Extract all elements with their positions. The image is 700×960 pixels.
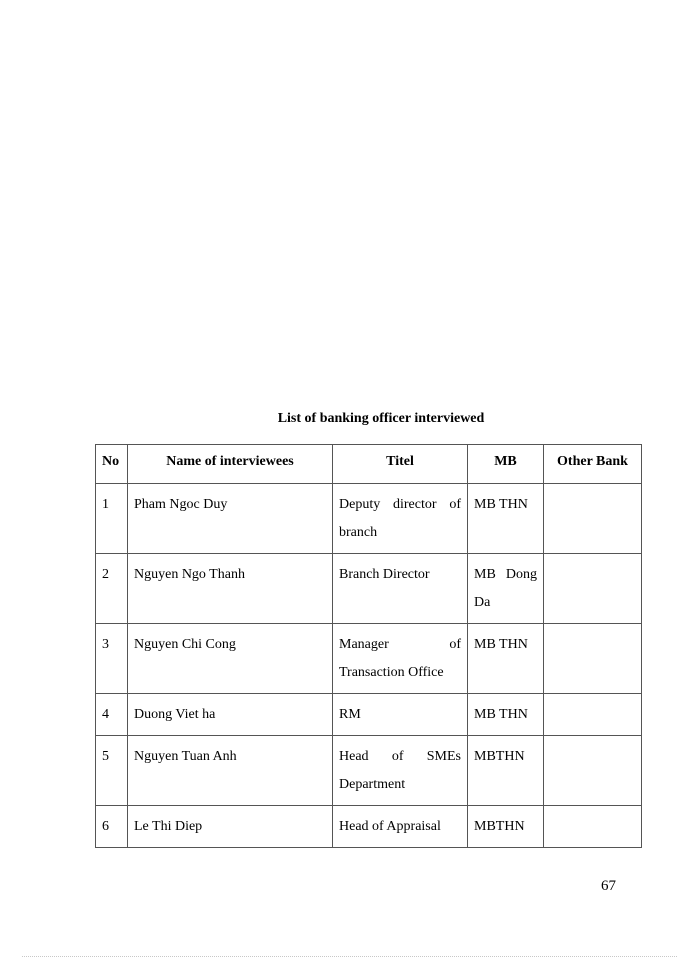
table-row: [96, 806, 642, 848]
interviewees-table: [95, 444, 642, 848]
cell-other-bank: [544, 554, 642, 624]
table-header-row: [96, 445, 642, 484]
page-bottom-divider: [22, 956, 677, 957]
table-row: [96, 694, 642, 736]
table-row: [96, 624, 642, 694]
header-other-bank: Other Bank: [544, 445, 642, 484]
page-number: 67: [601, 878, 616, 894]
cell-no: 1: [96, 484, 128, 554]
header-mb: MB: [468, 445, 544, 484]
cell-title: RM: [333, 694, 468, 736]
cell-name: Nguyen Ngo Thanh: [128, 554, 333, 624]
cell-no: 6: [96, 806, 128, 848]
cell-mb: MB Dong Da: [468, 554, 544, 624]
cell-name: Nguyen Chi Cong: [128, 624, 333, 694]
cell-other-bank: [544, 694, 642, 736]
cell-no: 2: [96, 554, 128, 624]
cell-other-bank: [544, 806, 642, 848]
header-title: Titel: [333, 445, 468, 484]
cell-no: 4: [96, 694, 128, 736]
interviewees-table-wrapper: [95, 444, 642, 848]
cell-mb: MBTHN: [468, 806, 544, 848]
header-no: No: [96, 445, 128, 484]
table-row: [96, 736, 642, 806]
cell-mb: MB THN: [468, 484, 544, 554]
cell-name: Nguyen Tuan Anh: [128, 736, 333, 806]
cell-name: Duong Viet ha: [128, 694, 333, 736]
cell-name: Le Thi Diep: [128, 806, 333, 848]
cell-title: Deputy director of branch: [333, 484, 468, 554]
cell-name: Pham Ngoc Duy: [128, 484, 333, 554]
cell-title: Head of Appraisal: [333, 806, 468, 848]
cell-other-bank: [544, 624, 642, 694]
cell-other-bank: [544, 736, 642, 806]
cell-mb: MB THN: [468, 624, 544, 694]
table-row: [96, 554, 642, 624]
table-caption: List of banking officer interviewed: [277, 411, 485, 426]
cell-no: 3: [96, 624, 128, 694]
cell-other-bank: [544, 484, 642, 554]
header-name: Name of interviewees: [128, 445, 333, 484]
table-row: [96, 484, 642, 554]
cell-mb: MB THN: [468, 694, 544, 736]
cell-mb: MBTHN: [468, 736, 544, 806]
cell-title: Branch Director: [333, 554, 468, 624]
cell-no: 5: [96, 736, 128, 806]
cell-title: Head of SMEs Department: [333, 736, 468, 806]
cell-title: Manager of Transaction Office: [333, 624, 468, 694]
